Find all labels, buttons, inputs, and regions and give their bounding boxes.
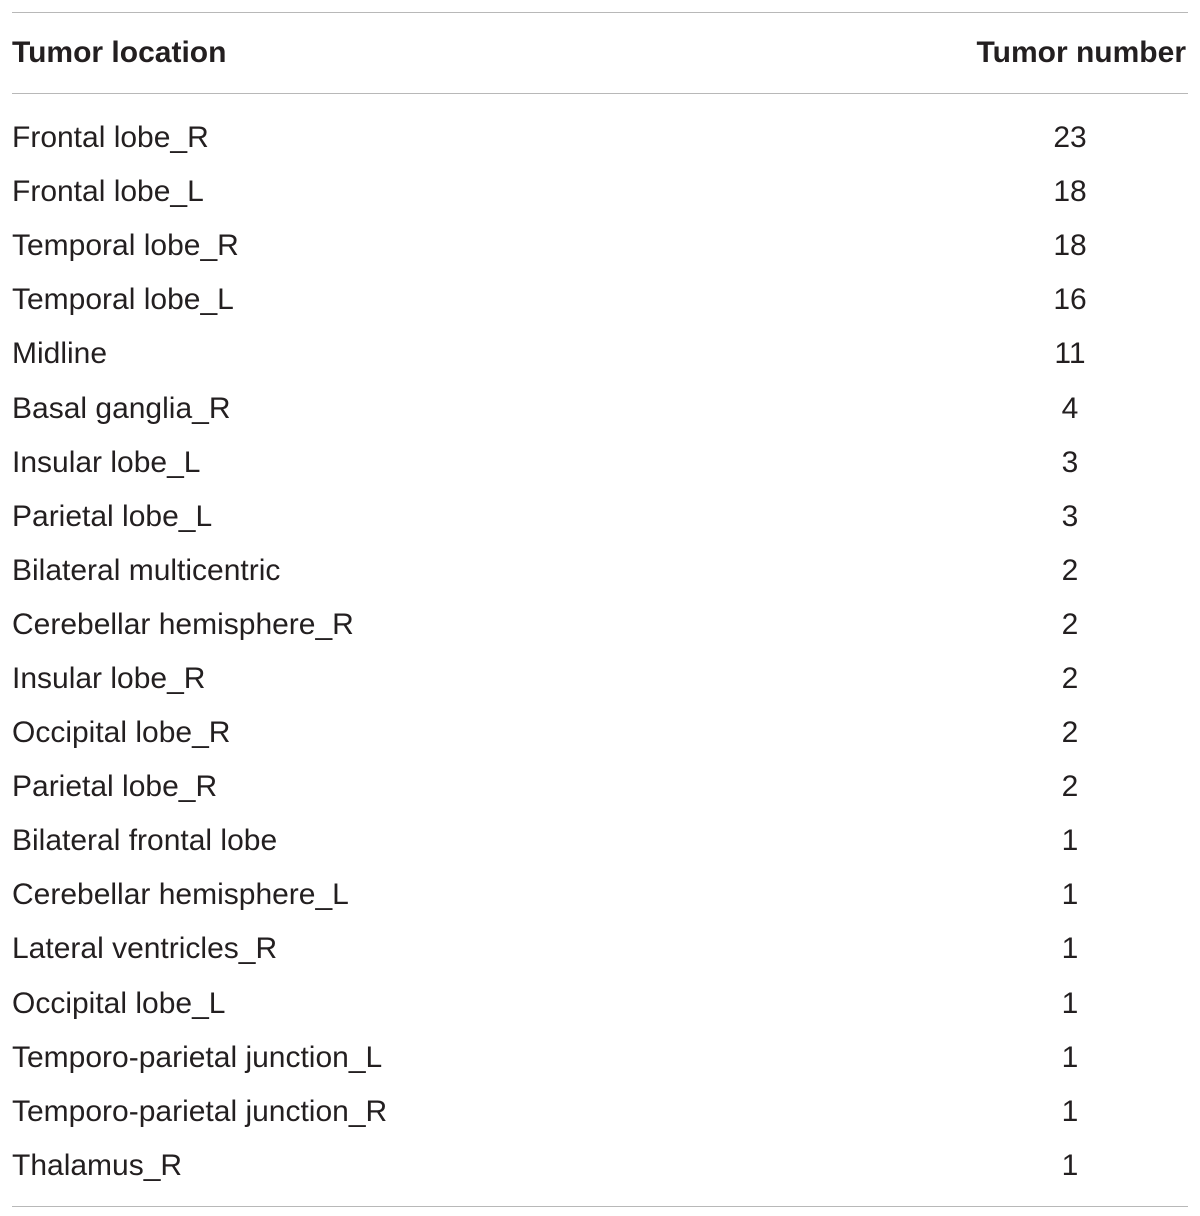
table-row	[12, 273, 1188, 327]
cell-tumor-location: Parietal lobe_R	[12, 770, 218, 804]
table-row	[12, 977, 1188, 1031]
cell-tumor-location: Lateral ventricles_R	[12, 932, 278, 966]
cell-tumor-location: Bilateral frontal lobe	[12, 824, 278, 858]
cell-tumor-location: Bilateral multicentric	[12, 553, 281, 587]
cell-tumor-number: 2	[1061, 607, 1079, 641]
cell-tumor-number: 18	[1053, 229, 1087, 263]
cell-tumor-number: 1	[1061, 1040, 1079, 1074]
cell-tumor-number: 1	[1061, 878, 1079, 912]
cell-tumor-number: 1	[1061, 824, 1079, 858]
cell-tumor-location: Frontal lobe_L	[12, 175, 204, 209]
cell-tumor-number: 1	[1061, 1094, 1079, 1128]
cell-tumor-number: 1	[1061, 986, 1079, 1020]
table-row	[12, 814, 1188, 868]
table-row	[12, 327, 1188, 381]
cell-tumor-location: Cerebellar hemisphere_L	[12, 878, 349, 912]
cell-tumor-location: Basal ganglia_R	[12, 391, 231, 425]
cell-tumor-number: 2	[1061, 770, 1079, 804]
table-row	[12, 219, 1188, 273]
tumor-location-table	[12, 12, 1188, 1207]
cell-tumor-number: 18	[1053, 175, 1087, 209]
cell-tumor-location: Temporo-parietal junction_L	[12, 1040, 383, 1074]
header-tumor-location: Tumor location	[12, 36, 227, 69]
cell-tumor-number: 16	[1053, 283, 1087, 317]
table-row	[12, 111, 1188, 165]
table-row	[12, 1085, 1188, 1139]
table-row	[12, 544, 1188, 598]
table-row	[12, 760, 1188, 814]
cell-tumor-location: Temporo-parietal junction_R	[12, 1094, 388, 1128]
table-row	[12, 490, 1188, 544]
cell-tumor-location: Midline	[12, 337, 108, 371]
table-header-row	[12, 13, 1188, 93]
cell-tumor-number: 3	[1061, 499, 1079, 533]
cell-tumor-number: 1	[1061, 932, 1079, 966]
table-row	[12, 1031, 1188, 1085]
table-row	[12, 652, 1188, 706]
cell-tumor-location: Insular lobe_R	[12, 661, 206, 695]
cell-tumor-number: 23	[1053, 121, 1087, 155]
table-row	[12, 436, 1188, 490]
cell-tumor-number: 2	[1061, 661, 1079, 695]
cell-tumor-number: 11	[1054, 337, 1086, 371]
cell-tumor-location: Occipital lobe_R	[12, 716, 231, 750]
cell-tumor-number: 2	[1061, 716, 1079, 750]
table-row	[12, 1139, 1188, 1193]
table-body	[12, 94, 1188, 1206]
table-row	[12, 598, 1188, 652]
table-row	[12, 868, 1188, 922]
cell-tumor-location: Frontal lobe_R	[12, 121, 209, 155]
cell-tumor-location: Occipital lobe_L	[12, 986, 226, 1020]
cell-tumor-location: Thalamus_R	[12, 1148, 183, 1182]
cell-tumor-location: Temporal lobe_L	[12, 283, 234, 317]
table-row	[12, 165, 1188, 219]
table-row	[12, 381, 1188, 435]
cell-tumor-location: Insular lobe_L	[12, 445, 201, 479]
cell-tumor-location: Parietal lobe_L	[12, 499, 213, 533]
header-tumor-number: Tumor number	[976, 36, 1186, 69]
cell-tumor-number: 4	[1061, 391, 1079, 425]
cell-tumor-location: Temporal lobe_R	[12, 229, 239, 263]
cell-tumor-number: 3	[1061, 445, 1079, 479]
cell-tumor-location: Cerebellar hemisphere_R	[12, 607, 354, 641]
bottom-rule	[12, 1206, 1188, 1207]
table-row	[12, 922, 1188, 976]
table-row	[12, 706, 1188, 760]
cell-tumor-number: 1	[1061, 1148, 1079, 1182]
cell-tumor-number: 2	[1061, 553, 1079, 587]
